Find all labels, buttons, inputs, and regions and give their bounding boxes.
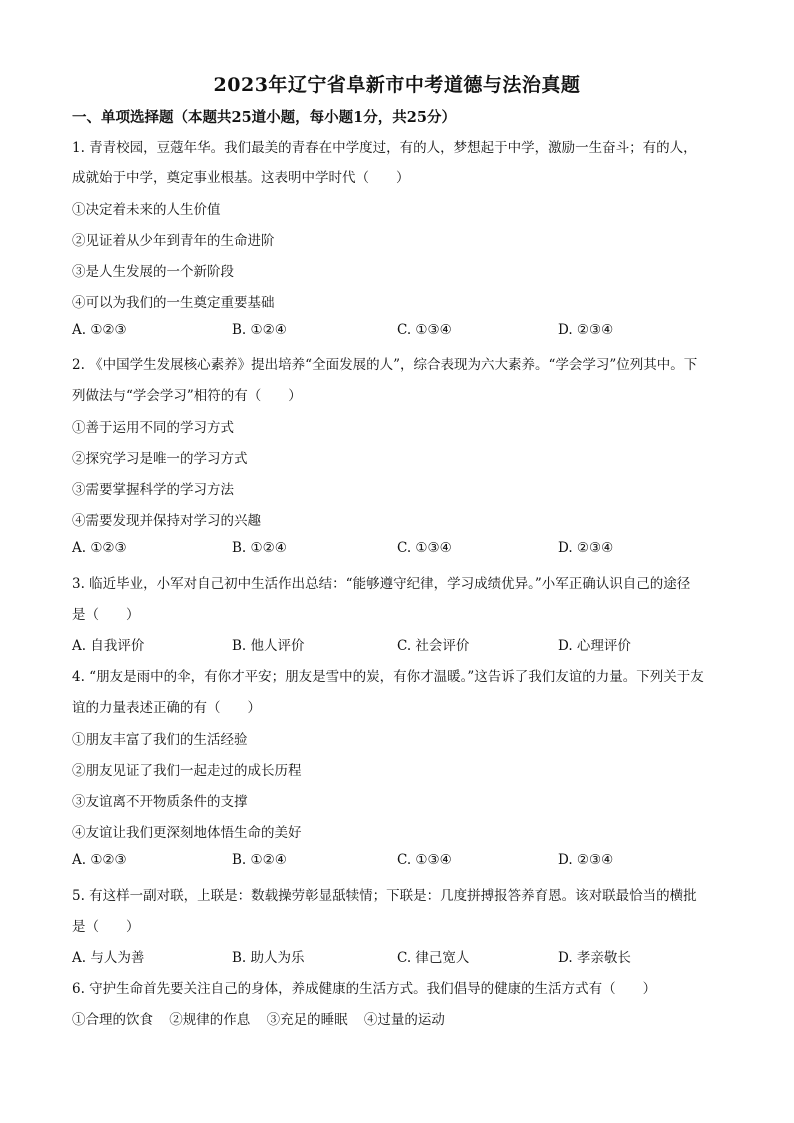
q1-option-b[interactable]: B. ①②④ xyxy=(232,322,287,338)
q3-stem-line-1: 3. 临近毕业，小军对自己初中生活作出总结：“能够遵守纪律，学习成绩优异。”小军正确认识自己的途径 xyxy=(72,576,691,592)
q3-option-b[interactable]: B. 他人评价 xyxy=(232,638,305,654)
q3-option-a[interactable]: A. 自我评价 xyxy=(72,638,145,654)
q5-option-d[interactable]: D. 孝亲敬长 xyxy=(558,950,631,966)
q5-stem-line-1: 5. 有这样一副对联，上联是：数载操劳彰显舐犊情；下联是：几度拼搏报答养育恩。该对联最恰当的横批 xyxy=(72,888,697,904)
q6-stem-line-1: 6. 守护生命首先要关注自己的身体，养成健康的生活方式。我们倡导的健康的生活方式有（ ） xyxy=(72,981,657,997)
q2-option-b[interactable]: B. ①②④ xyxy=(232,540,287,556)
q3-options xyxy=(72,634,732,654)
q2-statement-4: ④需要发现并保持对学习的兴趣 xyxy=(72,513,261,529)
q5-options xyxy=(72,946,732,966)
q6-statement-1: ①合理的饮食 xyxy=(72,1012,153,1028)
q1-statement-4: ④可以为我们的一生奠定重要基础 xyxy=(72,295,275,311)
q3-stem-line-2: 是（ ） xyxy=(72,607,140,623)
page-title: 2023年辽宁省阜新市中考道德与法治真题 xyxy=(213,74,581,96)
q2-option-c[interactable]: C. ①③④ xyxy=(397,540,452,556)
q2-option-a[interactable]: A. ①②③ xyxy=(72,540,127,556)
q6-statement-3: ③充足的睡眠 xyxy=(266,1012,348,1028)
q2-statement-2: ②探究学习是唯一的学习方式 xyxy=(72,451,248,467)
q2-stem-line-2: 列做法与“学会学习”相符的有（ ） xyxy=(72,388,302,404)
q1-statement-1: ①决定着未来的人生价值 xyxy=(72,202,221,218)
q2-statement-1: ①善于运用不同的学习方式 xyxy=(72,420,234,436)
q1-option-a[interactable]: A. ①②③ xyxy=(72,322,127,338)
q1-statement-2: ②见证着从少年到青年的生命进阶 xyxy=(72,233,275,249)
q4-option-d[interactable]: D. ②③④ xyxy=(558,852,614,868)
q1-options xyxy=(72,322,732,342)
q2-statement-3: ③需要掌握科学的学习方法 xyxy=(72,482,234,498)
q2-stem-line-1: 2. 《中国学生发展核心素养》提出培养“全面发展的人”，综合表现为六大素养。“学会学习”位列其中。下 xyxy=(72,357,698,373)
q4-statement-3: ③友谊离不开物质条件的支撑 xyxy=(72,794,248,810)
q1-statement-3: ③是人生发展的一个新阶段 xyxy=(72,264,234,280)
q1-stem-line-1: 1. 青青校园，豆蔻年华。我们最美的青春在中学度过，有的人，梦想起于中学，激励一生奋斗；有的人， xyxy=(72,140,697,156)
q3-option-d[interactable]: D. 心理评价 xyxy=(558,638,631,654)
q4-statement-2: ②朋友见证了我们一起走过的成长历程 xyxy=(72,763,302,779)
q2-options xyxy=(72,540,732,560)
q4-option-a[interactable]: A. ①②③ xyxy=(72,852,127,868)
q4-option-c[interactable]: C. ①③④ xyxy=(397,852,452,868)
q5-option-c[interactable]: C. 律己宽人 xyxy=(397,950,470,966)
q4-stem-line-2: 谊的力量表述正确的有（ ） xyxy=(72,700,261,716)
q5-stem-line-2: 是（ ） xyxy=(72,919,140,935)
q1-option-c[interactable]: C. ①③④ xyxy=(397,322,452,338)
q4-option-b[interactable]: B. ①②④ xyxy=(232,852,287,868)
q5-option-b[interactable]: B. 助人为乐 xyxy=(232,950,305,966)
q4-stem-line-1: 4. “朋友是雨中的伞，有你才平安；朋友是雪中的炭，有你才温暖。”这告诉了我们友谊的力量。下列关于友 xyxy=(72,669,704,685)
q2-option-d[interactable]: D. ②③④ xyxy=(558,540,614,556)
q6-statement-2: ②规律的作息 xyxy=(169,1012,251,1028)
q5-option-a[interactable]: A. 与人为善 xyxy=(72,950,145,966)
q1-option-d[interactable]: D. ②③④ xyxy=(558,322,614,338)
q4-statement-4: ④友谊让我们更深刻地体悟生命的美好 xyxy=(72,825,302,841)
q6-statements xyxy=(72,1008,457,1028)
q4-options xyxy=(72,852,732,872)
q4-statement-1: ①朋友丰富了我们的生活经验 xyxy=(72,732,248,748)
q1-stem-line-2: 成就始于中学，奠定事业根基。这表明中学时代（ ） xyxy=(72,170,410,186)
q6-statement-4: ④过量的运动 xyxy=(363,1012,445,1028)
section-heading: 一、单项选择题（本题共25道小题，每小题1分，共25分） xyxy=(72,109,456,126)
q3-option-c[interactable]: C. 社会评价 xyxy=(397,638,470,654)
